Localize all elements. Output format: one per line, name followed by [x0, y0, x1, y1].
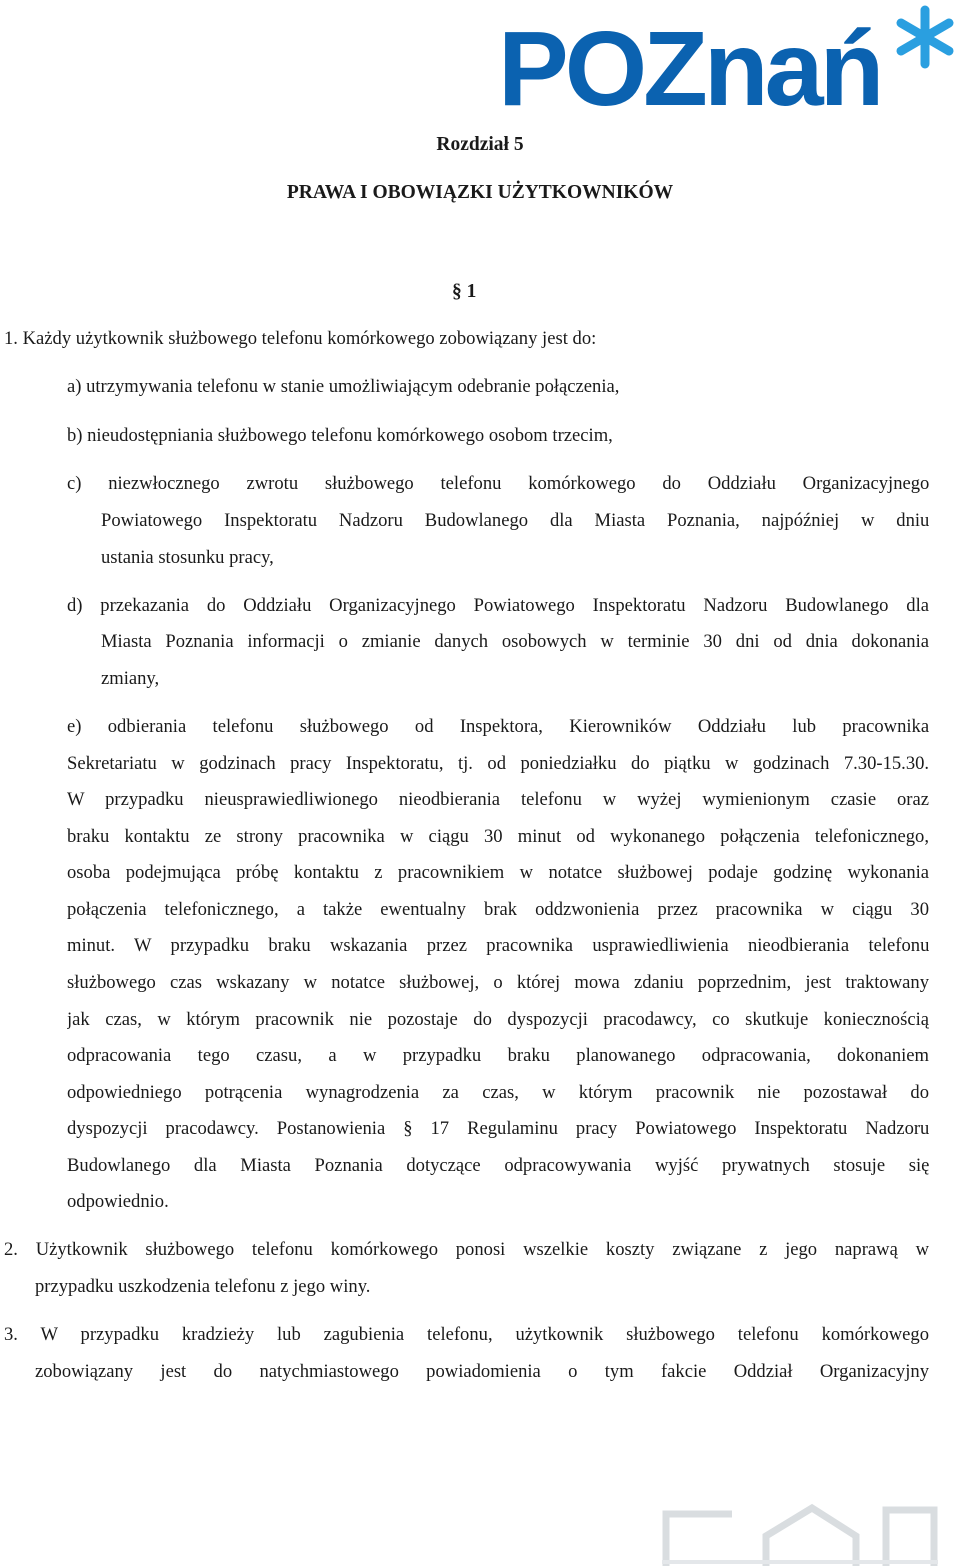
text-line: odpowiedniego potrącenia wynagrodzenia za czas, w którym pracownik nie pozostawał do [67, 1082, 929, 1103]
text-line: Miasta Poznania informacji o zmianie danych osobowych w terminie 30 dni od dnia dokonania [101, 631, 929, 652]
text-line: jak czas, w którym pracownik nie pozostaje do dyspozycji pracodawcy, co skutkuje koniecznością [67, 1009, 929, 1030]
text-line: zobowiązany jest do natychmiastowego powiadomienia o tym fakcie Oddział Organizacyjny [35, 1361, 929, 1382]
text-line: Budowlanego dla Miasta Poznania dotyczące odpracowywania wyjść prywatnych stosuje się [67, 1155, 929, 1176]
list-item: a) utrzymywania telefonu w stanie umożliwiającym odebranie połączenia, [67, 376, 620, 397]
text-line: Powiatowego Inspektoratu Nadzoru Budowlanego dla Miasta Poznania, najpóźniej w dniu [101, 510, 929, 531]
text-line: ustania stosunku pracy, [101, 547, 274, 568]
list-item: 1. Każdy użytkownik służbowego telefonu komórkowego zobowiązany jest do: [4, 328, 597, 349]
text-line: W przypadku nieusprawiedliwionego nieodbierania telefonu w wyżej wymienionym czasie oraz [67, 789, 929, 810]
text-line: odpowiednio. [67, 1191, 169, 1212]
text-line: e) odbierania telefonu służbowego od Inspektora, Kierowników Oddziału lub pracownika [67, 716, 929, 737]
text-line: c) niezwłocznego zwrotu służbowego telefonu komórkowego do Oddziału Organizacyjnego [67, 473, 929, 494]
section-mark: § 1 [452, 281, 477, 302]
chapter-title: PRAWA I OBOWIĄZKI UŻYTKOWNIKÓW [286, 182, 674, 203]
text-line: osoba podejmująca próbę kontaktu z pracownikiem w notatce służbowej podaje godzinę wykonania [67, 862, 929, 883]
text-line: przypadku uszkodzenia telefonu z jego winy. [35, 1276, 371, 1297]
list-item: 2. Użytkownik służbowego telefonu komórkowego ponosi wszelkie koszty związane z jego naprawą w [4, 1239, 929, 1260]
text-line: połączenia telefonicznego, a także ewentualny brak oddzwonienia przez pracownika w ciągu 30 [67, 899, 929, 920]
text-line: dyspozycji pracodawcy. Postanowienia § 17 Regulaminu pracy Powiatowego Inspektoratu Nadzoru [67, 1118, 929, 1139]
list-item: b) nieudostępniania służbowego telefonu komórkowego osobom trzecim, [67, 425, 613, 446]
text-line: braku kontaktu ze strony pracownika w ciągu 30 minut od wykonanego połączenia telefonicznego, [67, 826, 929, 847]
text-line: służbowego czas wskazany w notatce służbowej, o której mowa zdaniu poprzednim, jest traktowany [67, 972, 929, 993]
text-line: Sekretariatu w godzinach pracy Inspektoratu, tj. od poniedziałku do piątku w godzinach 7.30-15.30. [67, 753, 929, 774]
poznan-logo [498, 4, 958, 128]
list-item: 3. W przypadku kradzieży lub zagubienia telefonu, użytkownik służbowego telefonu komórkowego [4, 1324, 929, 1345]
text-line: odpracowania tego czasu, a w przypadku braku planowanego odpracowania, dokonaniem [67, 1045, 929, 1066]
chapter-heading: Rozdział 5 [436, 134, 524, 155]
text-line: d) przekazania do Oddziału Organizacyjnego Powiatowego Inspektoratu Nadzoru Budowlanego dla [67, 595, 929, 616]
text-line: zmiany, [101, 668, 160, 689]
rooftops-graphic [662, 1500, 938, 1568]
logo-wordmark: POZnań [498, 10, 881, 128]
asterisk-icon [892, 4, 958, 70]
text-line: minut. W przypadku braku wskazania przez pracownika usprawiedliwienia nieodbierania telefonu [67, 935, 929, 956]
